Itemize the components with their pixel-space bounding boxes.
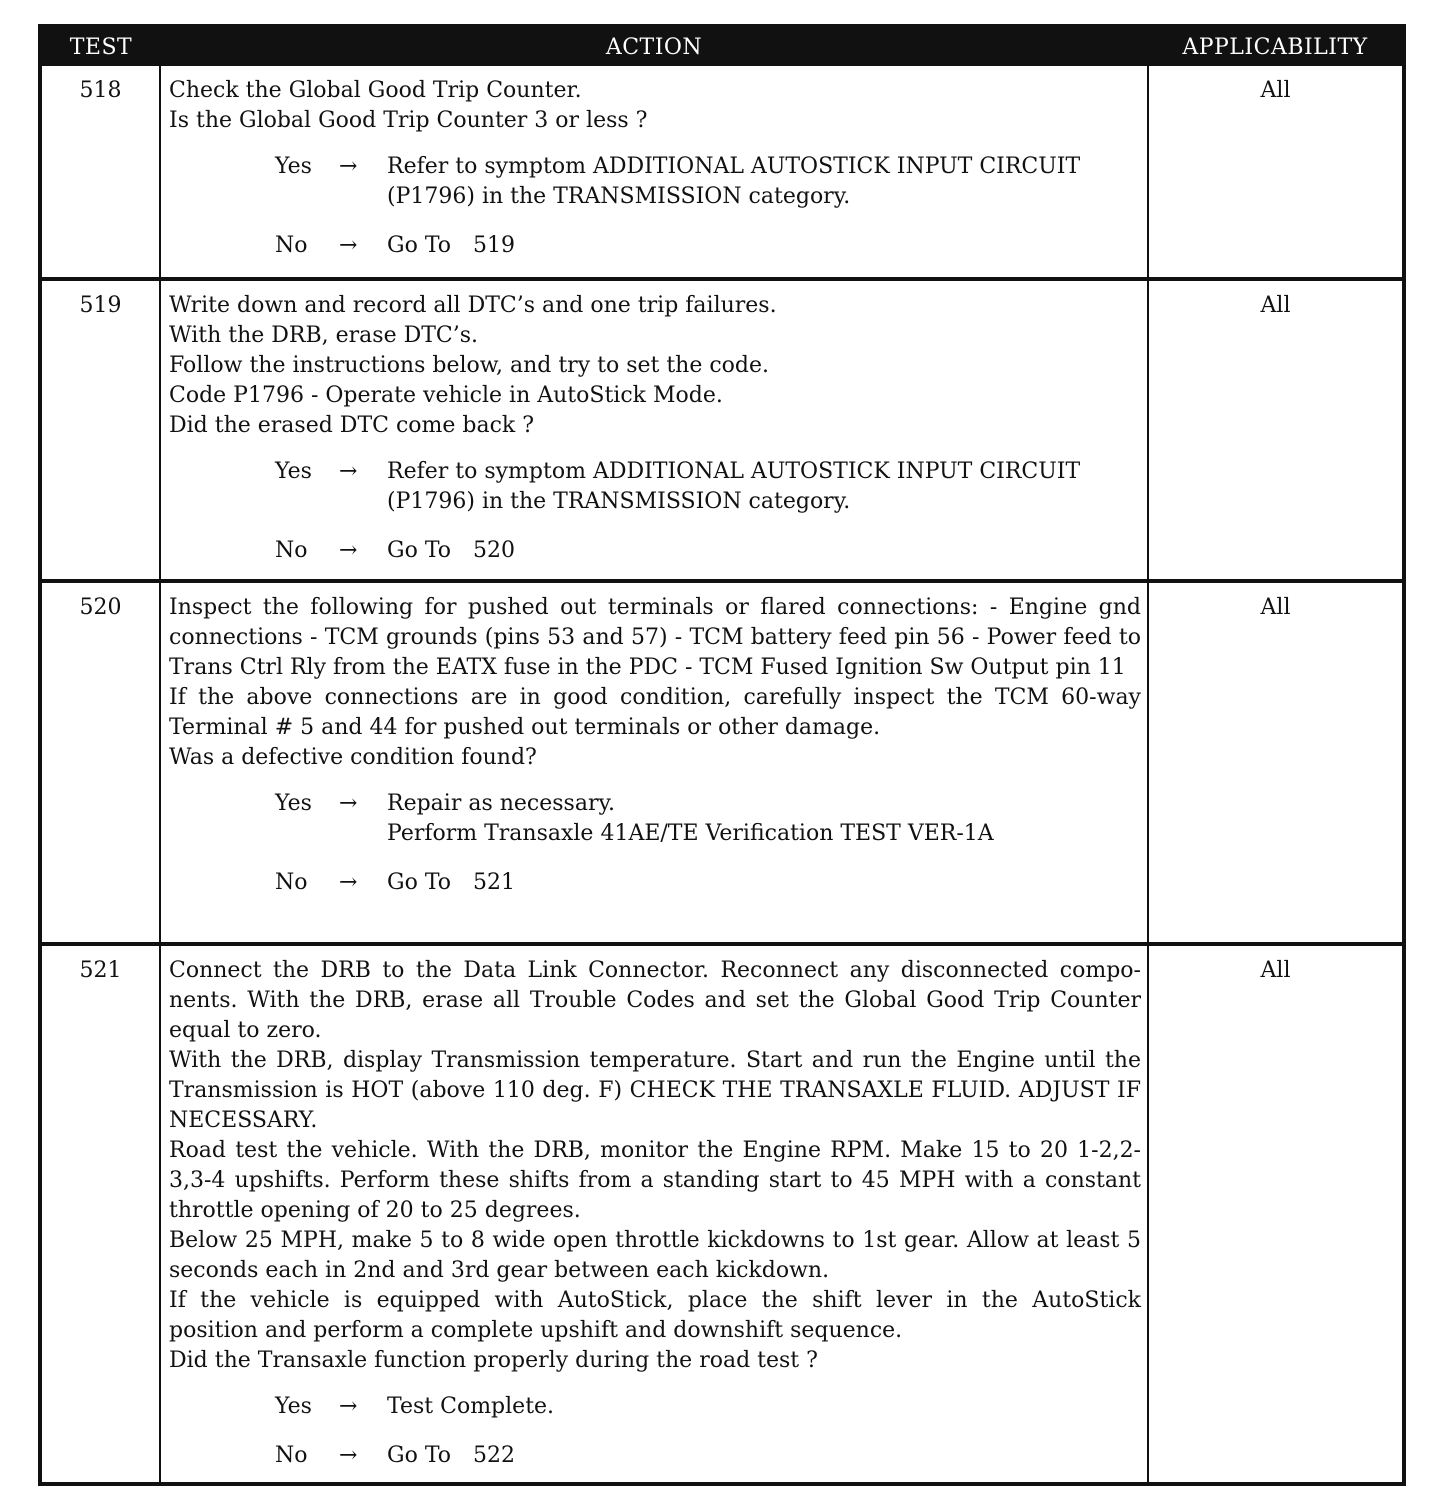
test-number: 518	[40, 66, 160, 279]
answer-group	[169, 457, 1141, 566]
header-test: TEST	[40, 26, 160, 66]
no-result	[387, 536, 1141, 566]
answer-group	[169, 152, 1141, 261]
arrow-right-icon: →	[339, 1443, 358, 1468]
arrow-right-icon: →	[339, 154, 358, 179]
yes-answer	[169, 152, 1141, 212]
result-line: Repair as necessary.	[387, 791, 615, 816]
applicability-value: All	[1148, 279, 1404, 581]
action-paragraph: Below 25 MPH, make 5 to 8 wide open throttle kickdowns to 1st gear. Allow at least 5 seconds each in 2nd and 3rd gear between each kickdown.	[169, 1228, 1141, 1283]
action-line: Follow the instructions below, and try to set the code.	[169, 353, 770, 378]
yes-result	[387, 457, 1141, 517]
no-label: No	[275, 870, 308, 895]
action-cell	[160, 66, 1148, 279]
action-paragraph: Road test the vehicle. With the DRB, monitor the Engine RPM. Make 15 to 20 1-2,2-3,3-4 upshifts. Perform these shifts from a standing start to 45 MPH with a constant throttle opening of 20 to 25 degrees.	[169, 1138, 1141, 1223]
arrow-right-icon: →	[339, 1394, 358, 1419]
header-applicability: APPLICABILITY	[1148, 26, 1404, 66]
yes-answer	[169, 789, 1141, 849]
no-result	[387, 868, 1141, 898]
result-line: Refer to symptom ADDITIONAL AUTOSTICK INPUT CIRCUIT	[387, 459, 1081, 484]
no-answer	[169, 1441, 1141, 1471]
arrow-right-icon: →	[339, 538, 358, 563]
yes-answer	[169, 1392, 1141, 1422]
no-result	[387, 1441, 1141, 1471]
test-number: 519	[40, 279, 160, 581]
applicability-value: All	[1148, 581, 1404, 944]
yes-result	[387, 789, 1141, 849]
action-paragraph: Connect the DRB to the Data Link Connector. Reconnect any disconnected compo-nents. With the DRB, erase all Trouble Codes and set the Global Good Trip Counter equal to zero.	[169, 958, 1141, 1043]
goto-target: 520	[473, 538, 516, 563]
no-answer	[169, 536, 1141, 566]
applicability-value: All	[1148, 944, 1404, 1484]
arrow-right-icon: →	[339, 791, 358, 816]
no-answer	[169, 868, 1141, 898]
test-number: 520	[40, 581, 160, 944]
answer-group	[169, 789, 1141, 898]
arrow-right-icon: →	[339, 870, 358, 895]
no-result	[387, 231, 1141, 261]
goto-target: 522	[473, 1443, 516, 1468]
table-row	[40, 66, 1404, 279]
test-number: 521	[40, 944, 160, 1484]
yes-label: Yes	[275, 791, 312, 816]
applicability-value: All	[1148, 66, 1404, 279]
action-paragraph: If the above connections are in good condition, carefully inspect the TCM 60-way Terminal # 5 and 44 for pushed out terminals or other damage.	[169, 685, 1141, 740]
yes-label: Yes	[275, 1394, 312, 1419]
header-action: ACTION	[160, 26, 1148, 66]
action-line: Write down and record all DTC’s and one trip failures.	[169, 293, 777, 318]
action-line: Is the Global Good Trip Counter 3 or less ?	[169, 108, 648, 133]
goto-text: Go To	[387, 870, 452, 895]
table-row	[40, 944, 1404, 1484]
action-line: Check the Global Good Trip Counter.	[169, 78, 582, 103]
no-answer	[169, 231, 1141, 261]
goto-target: 521	[473, 870, 516, 895]
arrow-right-icon: →	[339, 459, 358, 484]
diagnostic-page	[38, 24, 1402, 1486]
action-cell	[160, 581, 1148, 944]
yes-label: Yes	[275, 154, 312, 179]
goto-text: Go To	[387, 538, 452, 563]
action-cell	[160, 944, 1148, 1484]
result-line: (P1796) in the TRANSMISSION category.	[387, 184, 851, 209]
table-row	[40, 279, 1404, 581]
action-paragraph: Did the Transaxle function properly during the road test ?	[169, 1348, 818, 1373]
action-cell	[160, 279, 1148, 581]
no-label: No	[275, 233, 308, 258]
goto-target: 519	[473, 233, 516, 258]
result-line: (P1796) in the TRANSMISSION category.	[387, 489, 851, 514]
action-line: With the DRB, erase DTC’s.	[169, 323, 479, 348]
yes-answer	[169, 457, 1141, 517]
action-paragraph: Was a defective condition found?	[169, 745, 537, 770]
yes-result	[387, 1392, 1141, 1422]
arrow-right-icon: →	[339, 233, 358, 258]
table-header-row	[40, 26, 1404, 66]
diagnostic-test-table	[38, 24, 1406, 1486]
action-line: Did the erased DTC come back ?	[169, 413, 535, 438]
goto-text: Go To	[387, 233, 452, 258]
yes-label: Yes	[275, 459, 312, 484]
action-paragraph: If the vehicle is equipped with AutoStick, place the shift lever in the AutoStick position and perform a complete upshift and downshift sequence.	[169, 1288, 1141, 1343]
action-paragraph: Inspect the following for pushed out terminals or flared connections: - Engine gnd connections - TCM grounds (pins 53 and 57) - TCM battery feed pin 56 - Power feed to Trans Ctrl Rly from the EATX fuse in the PDC - TCM Fused Ignition Sw Output pin 11	[169, 595, 1141, 680]
table-row	[40, 581, 1404, 944]
action-line: Code P1796 - Operate vehicle in AutoStick Mode.	[169, 383, 723, 408]
yes-result	[387, 152, 1141, 212]
action-paragraph: With the DRB, display Transmission temperature. Start and run the Engine until the Transmission is HOT (above 110 deg. F) CHECK THE TRANSAXLE FLUID. ADJUST IF NECESSARY.	[169, 1048, 1141, 1133]
result-line: Test Complete.	[387, 1394, 555, 1419]
no-label: No	[275, 1443, 308, 1468]
result-line: Refer to symptom ADDITIONAL AUTOSTICK INPUT CIRCUIT	[387, 154, 1081, 179]
answer-group	[169, 1392, 1141, 1471]
goto-text: Go To	[387, 1443, 452, 1468]
result-line: Perform Transaxle 41AE/TE Verification TEST VER-1A	[387, 821, 994, 846]
no-label: No	[275, 538, 308, 563]
